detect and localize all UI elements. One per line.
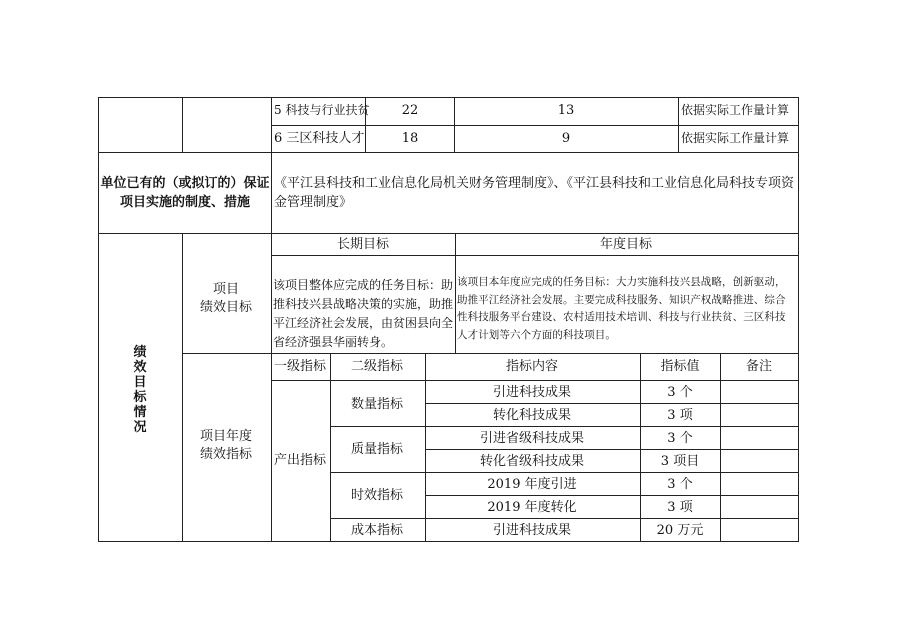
- col-divider: [640, 353, 641, 542]
- header-value: 指标值: [660, 359, 700, 374]
- indicator-content: 引进省级科技成果: [479, 431, 585, 446]
- table-bottom-border: [98, 541, 798, 542]
- row-divider: [98, 233, 798, 234]
- project-goal-label-1: 项目: [212, 282, 240, 297]
- system-label-line2: 项目实施的制度、措施: [119, 195, 251, 210]
- table-right-border: [798, 97, 799, 542]
- col-divider: [425, 353, 426, 542]
- row-divider: [425, 403, 798, 404]
- top-row-value-b: 13: [557, 103, 575, 118]
- top-row-value-a: 22: [401, 103, 419, 118]
- col-divider: [330, 353, 331, 542]
- perf-section-label: 绩效目标情况: [133, 345, 147, 435]
- indicator-value: 3 项: [667, 408, 693, 423]
- annual-perf-label-2: 绩效指标: [199, 447, 253, 462]
- indicator-value: 3 个: [667, 477, 693, 492]
- indicator-value: 3 项目: [660, 454, 700, 469]
- indicator-content: 转化科技成果: [492, 408, 572, 423]
- col-divider: [678, 97, 679, 153]
- row-divider: [271, 125, 798, 126]
- top-row-note: 依据实际工作量计算: [681, 103, 790, 117]
- row-divider: [330, 426, 798, 427]
- system-content-line2: 金管理制度》: [274, 195, 353, 210]
- row-divider: [271, 380, 798, 381]
- top-row-value-a: 18: [401, 131, 419, 146]
- top-row-item: 6 三区科技人才: [274, 131, 365, 146]
- system-label-line1: 单位已有的（或拟订的）保证: [100, 176, 270, 191]
- indicator-value: 3 个: [667, 431, 693, 446]
- indicator-content: 2019 年度转化: [487, 500, 577, 515]
- col-divider: [271, 97, 272, 153]
- annual-perf-label-1: 项目年度: [199, 429, 253, 444]
- top-row-note: 依据实际工作量计算: [681, 131, 790, 145]
- system-content-line1: 《平江县科技和工业信息化局机关财务管理制度》、《平江县科技和工业信息化局科技专项资: [274, 176, 795, 191]
- table-left-border: [98, 97, 99, 542]
- col-divider: [455, 233, 456, 354]
- indicator-content: 引进科技成果: [492, 523, 572, 538]
- long-term-header: 长期目标: [336, 237, 390, 252]
- group-timeliness: 时效指标: [350, 488, 404, 503]
- row-divider: [182, 353, 798, 354]
- group-quantity: 数量指标: [350, 397, 404, 412]
- annual-text: 该项目本年度应完成的任务目标：大力实施科技兴县战略，创新驱动，助推平江经济社会发展。主要完成科技服务、知识产权战略推进、综合性科技服务平台建设、农村适用技术培训、科技与行业扶贫、三区科技人才计划等六个方面的科技项目。: [457, 276, 786, 341]
- top-row-item: 5 科技与行业扶贫: [274, 103, 370, 117]
- indicator-value: 20 万元: [656, 523, 704, 538]
- indicator-content: 引进科技成果: [492, 385, 572, 400]
- col-divider: [182, 97, 183, 153]
- project-goal-label-2: 绩效目标: [199, 300, 253, 315]
- row-divider: [425, 449, 798, 450]
- header-remark: 备注: [745, 359, 773, 374]
- col-divider: [271, 233, 272, 542]
- table-top-border: [98, 97, 798, 98]
- row-divider: [330, 472, 798, 473]
- level1-output: 产出指标: [273, 453, 327, 468]
- header-content: 指标内容: [505, 359, 559, 374]
- header-level1: 一级指标: [273, 359, 327, 374]
- row-divider: [98, 152, 798, 153]
- row-divider: [425, 495, 798, 496]
- top-row-value-b: 9: [561, 131, 571, 146]
- col-divider: [271, 152, 272, 234]
- col-divider: [182, 233, 183, 542]
- row-divider: [330, 518, 798, 519]
- group-cost: 成本指标: [350, 523, 404, 538]
- col-divider: [720, 353, 721, 542]
- indicator-content: 2019 年度引进: [487, 477, 577, 492]
- indicator-value: 3 个: [667, 385, 693, 400]
- group-quality: 质量指标: [350, 442, 404, 457]
- indicator-content: 转化省级科技成果: [479, 454, 585, 469]
- col-divider: [454, 97, 455, 153]
- annual-header: 年度目标: [599, 237, 653, 252]
- row-divider: [271, 255, 798, 256]
- header-level2: 二级指标: [350, 359, 404, 374]
- long-term-text: 该项目整体应完成的任务目标：助推科技兴县战略决策的实施，助推平江经济社会发展，由贫困县向全省经济强县华丽转身。: [273, 278, 454, 349]
- indicator-value: 3 项: [667, 500, 693, 515]
